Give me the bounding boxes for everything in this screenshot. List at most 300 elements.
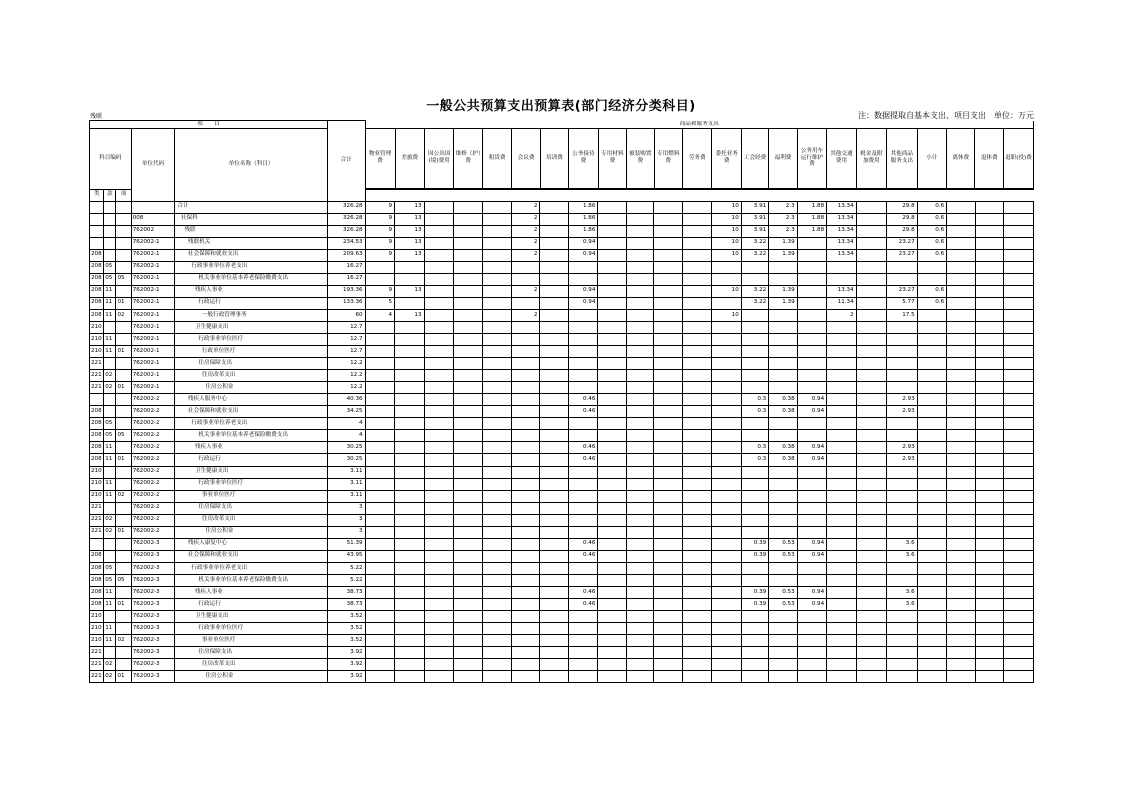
cell-value (365, 442, 394, 454)
cell-value: 13.34 (827, 213, 856, 225)
cell-unit-code: 762002-2 (131, 418, 175, 430)
cell-value (1004, 297, 1034, 309)
cell-value (741, 346, 768, 358)
cell-value (917, 358, 946, 370)
cell-value: 0.46 (568, 454, 597, 466)
cell-value (482, 213, 511, 225)
cell-value (769, 334, 797, 346)
cell-unit-name: 行政运行 (175, 297, 328, 309)
cell-unit-name: 卫生健康支出 (175, 466, 328, 478)
cell-value (482, 406, 511, 418)
cell-value (797, 562, 826, 574)
cell-value (856, 334, 887, 346)
cell-value: 0.3 (741, 442, 768, 454)
cell-unit-code: 008 (131, 213, 175, 225)
cell-value: 3.22 (741, 285, 768, 297)
cell-value (424, 466, 453, 478)
cell-value: 0.39 (741, 538, 768, 550)
cell-value (626, 394, 653, 406)
table-row (90, 309, 1034, 321)
header-col-6: 培训费 (540, 129, 568, 189)
budget-table (89, 120, 1034, 683)
cell-value (568, 659, 597, 671)
cell-value (424, 502, 453, 514)
cell-value (454, 623, 482, 635)
cell-value (682, 285, 711, 297)
cell-value (856, 587, 887, 599)
cell-total: 326.28 (327, 213, 365, 225)
cell-value (511, 659, 539, 671)
cell-value (482, 358, 511, 370)
cell-value (540, 406, 568, 418)
cell-value (511, 297, 539, 309)
cell-value (1004, 430, 1034, 442)
cell-value (769, 671, 797, 683)
header-xiang: 项 (116, 189, 131, 201)
cell-value (626, 382, 653, 394)
cell-value (975, 659, 1003, 671)
cell-value: 0.94 (797, 599, 826, 611)
cell-total: 16.27 (327, 273, 365, 285)
cell-value (424, 538, 453, 550)
cell-value (741, 321, 768, 333)
cell-value (424, 334, 453, 346)
cell-value: 0.39 (741, 599, 768, 611)
cell-value (741, 309, 768, 321)
cell-value (975, 285, 1003, 297)
cell-value (598, 635, 626, 647)
cell-value (424, 442, 453, 454)
cell-value (482, 466, 511, 478)
cell-value (1004, 502, 1034, 514)
cell-value (482, 671, 511, 683)
table-row (90, 466, 1034, 478)
cell-xiang (116, 466, 131, 478)
cell-value (598, 249, 626, 261)
cell-value (454, 454, 482, 466)
cell-value: 13 (395, 237, 424, 249)
cell-kuan (104, 647, 116, 659)
cell-unit-name: 行政事业单位医疗 (175, 334, 328, 346)
cell-total: 16.27 (327, 261, 365, 273)
cell-value (395, 538, 424, 550)
cell-value (598, 321, 626, 333)
cell-value (395, 671, 424, 683)
cell-value (454, 370, 482, 382)
cell-value (511, 394, 539, 406)
cell-value (682, 442, 711, 454)
cell-lei: 210 (90, 321, 104, 333)
cell-value (482, 442, 511, 454)
cell-value (540, 490, 568, 502)
cell-value: 1.39 (769, 249, 797, 261)
cell-value (947, 261, 975, 273)
cell-value (797, 273, 826, 285)
cell-value (856, 550, 887, 562)
cell-value (947, 611, 975, 623)
header-col-13: 工会经费 (741, 129, 768, 189)
cell-value (598, 297, 626, 309)
cell-value (598, 490, 626, 502)
cell-value (947, 671, 975, 683)
cell-value (654, 346, 682, 358)
cell-value (654, 321, 682, 333)
cell-value (598, 309, 626, 321)
cell-value (947, 249, 975, 261)
cell-lei: 210 (90, 478, 104, 490)
cell-value: 11.34 (827, 297, 856, 309)
cell-kuan (104, 237, 116, 249)
cell-value (482, 370, 511, 382)
cell-value (654, 442, 682, 454)
cell-value (1004, 213, 1034, 225)
cell-value (797, 478, 826, 490)
cell-total: 12.2 (327, 358, 365, 370)
cell-value (712, 647, 741, 659)
cell-value (887, 574, 918, 586)
cell-value (975, 237, 1003, 249)
cell-value (482, 611, 511, 623)
cell-unit-code: 762002-1 (131, 273, 175, 285)
cell-value (975, 225, 1003, 237)
cell-value (626, 526, 653, 538)
cell-kuan: 11 (104, 490, 116, 502)
cell-value (395, 297, 424, 309)
cell-value (482, 249, 511, 261)
table-row (90, 297, 1034, 309)
cell-kuan: 05 (104, 574, 116, 586)
cell-unit-code: 762002-1 (131, 321, 175, 333)
cell-value (712, 334, 741, 346)
cell-xiang (116, 334, 131, 346)
cell-value (797, 611, 826, 623)
cell-xiang: 01 (116, 671, 131, 683)
cell-value (856, 297, 887, 309)
cell-value (365, 514, 394, 526)
cell-value (856, 261, 887, 273)
cell-value (769, 659, 797, 671)
cell-value (626, 587, 653, 599)
cell-unit-name: 机关事业单位基本养老保险缴费支出 (175, 430, 328, 442)
cell-value (626, 201, 653, 213)
cell-value (682, 574, 711, 586)
cell-value (365, 635, 394, 647)
cell-value: 3.91 (741, 201, 768, 213)
cell-value (424, 635, 453, 647)
cell-kuan: 05 (104, 273, 116, 285)
cell-value (654, 406, 682, 418)
cell-value (917, 514, 946, 526)
cell-value (511, 261, 539, 273)
cell-kuan (104, 225, 116, 237)
cell-xiang: 05 (116, 430, 131, 442)
cell-value (827, 454, 856, 466)
cell-value (395, 370, 424, 382)
cell-value (365, 623, 394, 635)
cell-value (947, 466, 975, 478)
cell-value (511, 514, 539, 526)
cell-value (654, 309, 682, 321)
cell-value (626, 430, 653, 442)
cell-value (975, 611, 1003, 623)
cell-value (626, 538, 653, 550)
cell-value (598, 466, 626, 478)
cell-value: 10 (712, 249, 741, 261)
cell-value (654, 297, 682, 309)
cell-total: 5.22 (327, 574, 365, 586)
cell-value (769, 478, 797, 490)
cell-value (454, 538, 482, 550)
cell-value (769, 514, 797, 526)
cell-value (827, 261, 856, 273)
cell-value (626, 659, 653, 671)
cell-value (654, 599, 682, 611)
cell-unit-name: 残联机关 (175, 237, 328, 249)
cell-value (454, 550, 482, 562)
cell-value (654, 201, 682, 213)
cell-value (947, 599, 975, 611)
cell-unit-name: 残疾人服务中心 (175, 394, 328, 406)
cell-value (540, 370, 568, 382)
cell-value: 2.93 (887, 442, 918, 454)
cell-value (540, 611, 568, 623)
cell-unit-code: 762002-2 (131, 514, 175, 526)
cell-value (682, 334, 711, 346)
cell-value (856, 623, 887, 635)
header-col-5: 会议费 (512, 129, 540, 189)
cell-value (598, 237, 626, 249)
cell-value (856, 406, 887, 418)
cell-value (1004, 370, 1034, 382)
cell-kuan (104, 201, 116, 213)
cell-value (712, 538, 741, 550)
cell-value (540, 249, 568, 261)
cell-value (947, 309, 975, 321)
header-col-7: 公务接待费 (569, 129, 598, 189)
cell-lei (90, 201, 104, 213)
cell-unit-code (131, 201, 175, 213)
cell-value (540, 466, 568, 478)
cell-value (856, 611, 887, 623)
cell-value (682, 454, 711, 466)
cell-value (424, 514, 453, 526)
cell-value (856, 659, 887, 671)
cell-value (947, 334, 975, 346)
cell-value (395, 659, 424, 671)
cell-value (741, 647, 768, 659)
cell-value (682, 538, 711, 550)
cell-unit-name: 行政单位医疗 (175, 346, 328, 358)
cell-unit-name: 残疾人康复中心 (175, 538, 328, 550)
cell-value: 0.3 (741, 454, 768, 466)
cell-value (947, 382, 975, 394)
cell-value (856, 514, 887, 526)
cell-value (856, 599, 887, 611)
cell-unit-code: 762002-1 (131, 237, 175, 249)
cell-value: 3.22 (741, 237, 768, 249)
cell-xiang: 05 (116, 273, 131, 285)
cell-value (654, 213, 682, 225)
cell-kuan: 05 (104, 418, 116, 430)
cell-value (797, 623, 826, 635)
cell-value (769, 611, 797, 623)
cell-value (365, 382, 394, 394)
cell-value (797, 490, 826, 502)
cell-kuan: 02 (104, 382, 116, 394)
cell-value: 0.46 (568, 394, 597, 406)
table-row (90, 635, 1034, 647)
cell-value (856, 382, 887, 394)
cell-total: 3.52 (327, 623, 365, 635)
cell-value (454, 526, 482, 538)
cell-value: 3.6 (887, 599, 918, 611)
cell-value: 3.6 (887, 538, 918, 550)
cell-lei: 221 (90, 382, 104, 394)
table-row (90, 213, 1034, 225)
cell-value (741, 671, 768, 683)
cell-xiang (116, 225, 131, 237)
cell-value (511, 587, 539, 599)
cell-total: 193.36 (327, 285, 365, 297)
cell-value (540, 671, 568, 683)
cell-value (568, 514, 597, 526)
cell-value (454, 382, 482, 394)
cell-xiang: 02 (116, 635, 131, 647)
cell-value: 2.3 (769, 225, 797, 237)
cell-value: 23.27 (887, 249, 918, 261)
cell-value: 3.91 (741, 225, 768, 237)
cell-xiang (116, 647, 131, 659)
cell-xiang: 01 (116, 382, 131, 394)
cell-value (917, 490, 946, 502)
cell-unit-code: 762002-3 (131, 599, 175, 611)
cell-value (424, 382, 453, 394)
cell-value: 1.88 (797, 201, 826, 213)
cell-unit-name: 社会保障和就业支出 (175, 249, 328, 261)
cell-value (947, 562, 975, 574)
cell-unit-code: 762002-2 (131, 442, 175, 454)
cell-value: 2 (511, 225, 539, 237)
cell-xiang (116, 249, 131, 261)
cell-value: 13 (395, 285, 424, 297)
cell-value (1004, 225, 1034, 237)
cell-value (947, 659, 975, 671)
cell-value: 0.94 (797, 394, 826, 406)
cell-value (682, 490, 711, 502)
cell-value (454, 659, 482, 671)
cell-value: 0.38 (769, 442, 797, 454)
table-row (90, 261, 1034, 273)
cell-value (917, 334, 946, 346)
cell-value (424, 261, 453, 273)
cell-xiang (116, 418, 131, 430)
cell-value (769, 273, 797, 285)
cell-value (1004, 285, 1034, 297)
cell-value (424, 454, 453, 466)
cell-value (1004, 538, 1034, 550)
cell-xiang: 02 (116, 490, 131, 502)
cell-value (540, 297, 568, 309)
cell-value (626, 309, 653, 321)
cell-value (975, 297, 1003, 309)
cell-value (682, 623, 711, 635)
cell-unit-name: 社会保障和就业支出 (175, 406, 328, 418)
cell-value (365, 394, 394, 406)
cell-value (598, 538, 626, 550)
cell-value (654, 623, 682, 635)
cell-value (654, 285, 682, 297)
cell-unit-code: 762002-2 (131, 502, 175, 514)
cell-value (856, 647, 887, 659)
cell-value (568, 334, 597, 346)
header-kuan: 款 (104, 189, 116, 201)
cell-unit-name: 残疾人事业 (175, 442, 328, 454)
cell-value: 13 (395, 213, 424, 225)
cell-value (395, 454, 424, 466)
cell-value (654, 526, 682, 538)
cell-value (856, 526, 887, 538)
cell-unit-name: 卫生健康支出 (175, 321, 328, 333)
cell-value (424, 478, 453, 490)
cell-value (654, 514, 682, 526)
cell-value (827, 406, 856, 418)
cell-value (454, 237, 482, 249)
cell-value (887, 346, 918, 358)
cell-value (424, 418, 453, 430)
cell-value (975, 574, 1003, 586)
cell-value (682, 466, 711, 478)
cell-value (598, 382, 626, 394)
cell-lei (90, 237, 104, 249)
cell-value (654, 502, 682, 514)
cell-total: 234.53 (327, 237, 365, 249)
cell-value (482, 454, 511, 466)
cell-total: 38.73 (327, 599, 365, 611)
cell-value (712, 526, 741, 538)
cell-value (887, 490, 918, 502)
cell-value (482, 225, 511, 237)
cell-value (797, 466, 826, 478)
cell-value: 0.46 (568, 406, 597, 418)
cell-total: 12.2 (327, 382, 365, 394)
cell-value (947, 478, 975, 490)
cell-value (454, 490, 482, 502)
cell-unit-code: 762002-1 (131, 346, 175, 358)
cell-value (626, 346, 653, 358)
cell-unit-code: 762002-1 (131, 334, 175, 346)
cell-value (769, 635, 797, 647)
cell-value (827, 611, 856, 623)
cell-value (797, 237, 826, 249)
cell-unit-name: 机关事业单位基本养老保险缴费支出 (175, 574, 328, 586)
cell-value (540, 261, 568, 273)
cell-value (975, 309, 1003, 321)
cell-value (769, 466, 797, 478)
cell-value (712, 623, 741, 635)
cell-value (598, 201, 626, 213)
table-row (90, 526, 1034, 538)
cell-value (975, 334, 1003, 346)
header-col-3: 维修（护）费 (454, 129, 482, 189)
cell-value (626, 237, 653, 249)
cell-value (1004, 382, 1034, 394)
table-row (90, 394, 1034, 406)
cell-value (797, 574, 826, 586)
cell-value (797, 647, 826, 659)
cell-value (540, 346, 568, 358)
cell-value (856, 502, 887, 514)
cell-value (626, 550, 653, 562)
